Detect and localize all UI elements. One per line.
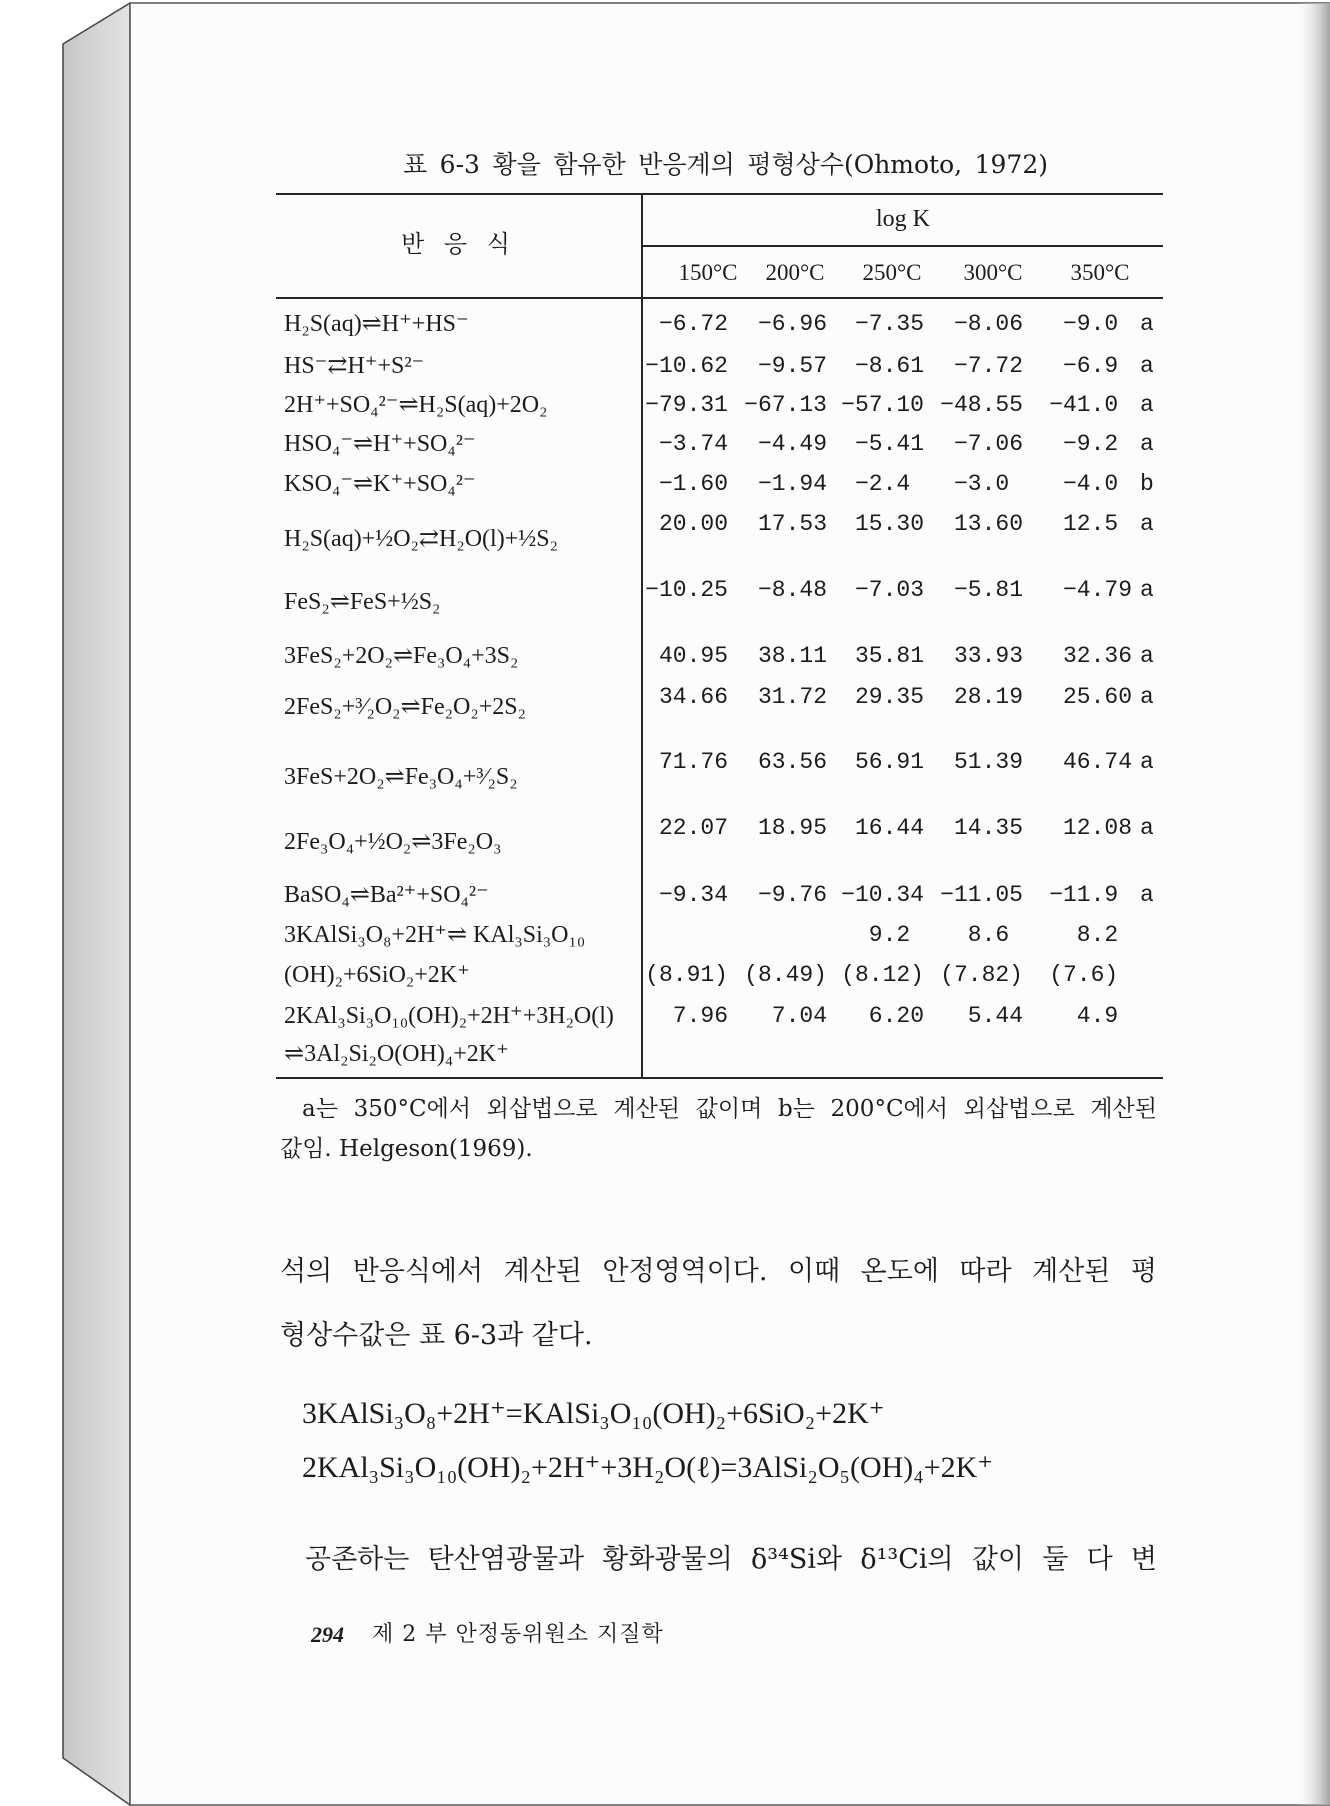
reaction-formula: HS⁻⇄H⁺+S²⁻ xyxy=(284,353,425,379)
table-header-logk: log K xyxy=(876,206,930,232)
logk-value: 25.60 xyxy=(1062,684,1132,710)
logk-value: 18.95 xyxy=(757,815,827,841)
logk-value: 32.36 xyxy=(1062,643,1132,669)
logk-value: 5.44 xyxy=(967,1003,1023,1029)
logk-value: 8.6 xyxy=(967,922,1010,948)
logk-value: −8.48 xyxy=(757,577,827,603)
logk-table xyxy=(276,193,1163,1079)
footnote-marker: a xyxy=(1140,392,1154,418)
logk-value: 51.39 xyxy=(953,749,1023,775)
table-rule-logk xyxy=(641,245,1163,247)
logk-value: 28.19 xyxy=(953,684,1023,710)
logk-value: −2.4 xyxy=(854,471,911,497)
footnote-marker: a xyxy=(1140,511,1154,537)
logk-value: −7.72 xyxy=(953,353,1023,379)
table-caption: 표 6-3 황을 함유한 반응계의 평형상수(Ohmoto, 1972) xyxy=(403,150,1048,179)
logk-value: 40.95 xyxy=(658,643,728,669)
logk-value: 22.07 xyxy=(658,815,728,841)
footnote-marker: b xyxy=(1140,471,1154,497)
logk-value: (8.49) xyxy=(744,962,827,988)
logk-value: 56.91 xyxy=(854,749,924,775)
logk-value: 34.66 xyxy=(658,684,728,710)
chemical-equation: 3KAlSi₃O₈+2H⁺=KAlSi₃O₁₀(OH)₂+6SiO₂+2K⁺ xyxy=(302,1397,885,1430)
logk-value: −8.61 xyxy=(854,353,924,379)
logk-value: 6.20 xyxy=(868,1003,924,1029)
logk-value: −1.60 xyxy=(658,471,728,497)
logk-value: 12.08 xyxy=(1062,815,1132,841)
logk-value: 33.93 xyxy=(953,643,1023,669)
logk-value: 35.81 xyxy=(854,643,924,669)
logk-value: 13.60 xyxy=(953,511,1023,537)
logk-value: −9.0 xyxy=(1062,311,1119,337)
reaction-formula: H₂S(aq)+½O₂⇄H₂O(l)+½S₂ xyxy=(284,526,558,552)
logk-value: 46.74 xyxy=(1062,749,1132,775)
logk-value: −5.41 xyxy=(854,431,924,457)
logk-value: −3.74 xyxy=(658,431,728,457)
logk-value: −10.25 xyxy=(645,577,728,603)
table-header-temperature: 200°C xyxy=(765,260,825,285)
logk-value: (7.6) xyxy=(1049,962,1119,988)
reaction-formula: 3FeS₂+2O₂⇌Fe₃O₄+3S₂ xyxy=(284,643,519,669)
logk-value: 29.35 xyxy=(854,684,924,710)
body-text-line: 공존하는 탄산염광물과 황화광물의 δ³⁴Si와 δ¹³Ci의 값이 둘 다 변 xyxy=(305,1544,1157,1575)
footnote-marker: a xyxy=(1140,815,1154,841)
footnote-marker: a xyxy=(1140,431,1154,457)
reaction-formula: H₂S(aq)⇌H⁺+HS⁻ xyxy=(284,311,469,337)
logk-value: −9.2 xyxy=(1062,431,1119,457)
logk-value: 12.5 xyxy=(1062,511,1119,537)
reaction-formula: KSO₄⁻⇌K⁺+SO₄²⁻ xyxy=(284,471,476,497)
logk-value: 31.72 xyxy=(757,684,827,710)
reaction-formula: 3FeS+2O₂⇌Fe₃O₄+³⁄₂S₂ xyxy=(284,764,518,790)
logk-value: −5.81 xyxy=(953,577,1023,603)
logk-value: −1.94 xyxy=(757,471,827,497)
logk-value: −3.0 xyxy=(953,471,1010,497)
reaction-formula: BaSO₄⇌Ba²⁺+SO₄²⁻ xyxy=(284,882,489,908)
logk-value: 7.96 xyxy=(672,1003,728,1029)
running-head: 제 2 부 안정동위원소 지질학 xyxy=(372,1622,664,1647)
reaction-formula: 3KAlSi₃O₈+2H⁺⇌ KAl₃Si₃O₁₀ xyxy=(284,922,586,948)
reaction-formula: HSO₄⁻⇌H⁺+SO₄²⁻ xyxy=(284,431,476,457)
logk-value: 20.00 xyxy=(658,511,728,537)
logk-value: −67.13 xyxy=(744,392,827,418)
logk-value: −48.55 xyxy=(940,392,1023,418)
logk-value: −4.49 xyxy=(757,431,827,457)
logk-value: 71.76 xyxy=(658,749,728,775)
footnote-marker: a xyxy=(1140,643,1154,669)
logk-value: −9.76 xyxy=(757,882,827,908)
logk-value: −10.62 xyxy=(645,353,728,379)
table-header-temperature: 250°C xyxy=(862,260,922,285)
logk-value: −11.9 xyxy=(1049,882,1119,908)
logk-value: −7.06 xyxy=(953,431,1023,457)
footnote-marker: a xyxy=(1140,882,1154,908)
logk-value: 15.30 xyxy=(854,511,924,537)
logk-value: −4.79 xyxy=(1062,577,1132,603)
reaction-formula: 2H⁺+SO₄²⁻⇌H₂S(aq)+2O₂ xyxy=(284,392,548,418)
logk-value: −4.0 xyxy=(1062,471,1119,497)
logk-value: −41.0 xyxy=(1049,392,1119,418)
reaction-formula: 2FeS₂+³⁄₂O₂⇌Fe₂O₂+2S₂ xyxy=(284,694,526,720)
body-text-line: 형상수값은 표 6-3과 같다. xyxy=(280,1320,593,1351)
logk-value: 4.9 xyxy=(1076,1003,1119,1029)
body-text-line: 석의 반응식에서 계산된 안정영역이다. 이때 온도에 따라 계산된 평 xyxy=(280,1256,1157,1287)
logk-value: 63.56 xyxy=(757,749,827,775)
footnote-marker: a xyxy=(1140,311,1154,337)
logk-value: −6.9 xyxy=(1062,353,1119,379)
logk-value: 17.53 xyxy=(757,511,827,537)
logk-value: 38.11 xyxy=(757,643,827,669)
logk-value: −6.96 xyxy=(757,311,827,337)
logk-value: 14.35 xyxy=(953,815,1023,841)
reaction-formula: 2KAl₃Si₃O₁₀(OH)₂+2H⁺+3H₂O(l) xyxy=(284,1003,614,1029)
logk-value: −6.72 xyxy=(658,311,728,337)
logk-value: −10.34 xyxy=(841,882,924,908)
reaction-formula: (OH)₂+6SiO₂+2K⁺ xyxy=(284,962,470,988)
logk-value: −9.57 xyxy=(757,353,827,379)
page-number: 294 xyxy=(311,1622,344,1647)
chemical-equation: 2KAl₃Si₃O₁₀(OH)₂+2H⁺+3H₂O(ℓ)=3AlSi₂O₅(OH)₄+2K⁺ xyxy=(302,1451,994,1484)
logk-value: 16.44 xyxy=(854,815,924,841)
table-header-temperature: 350°C xyxy=(1070,260,1130,285)
logk-value: −8.06 xyxy=(953,311,1023,337)
book-edge xyxy=(63,3,130,1805)
logk-value: (7.82) xyxy=(940,962,1023,988)
table-footnote-line: a는 350°C에서 외삽법으로 계산된 값이며 b는 200°C에서 외삽법으로 계산된 xyxy=(302,1096,1157,1122)
logk-value: (8.12) xyxy=(841,962,924,988)
footnote-marker: a xyxy=(1140,577,1154,603)
table-header-temperature: 300°C xyxy=(963,260,1023,285)
table-header-reaction: 반 응 식 xyxy=(401,230,516,258)
page-right-shadow xyxy=(1294,3,1330,1805)
reaction-formula: FeS₂⇌FeS+½S₂ xyxy=(284,589,441,615)
footnote-marker: a xyxy=(1140,353,1154,379)
logk-value: 9.2 xyxy=(868,922,911,948)
logk-value: −9.34 xyxy=(658,882,728,908)
logk-value: 7.04 xyxy=(771,1003,827,1029)
table-rule-bottom xyxy=(276,1077,1163,1079)
footnote-marker: a xyxy=(1140,749,1154,775)
reaction-formula: ⇌3Al₂Si₂O(OH)₄+2K⁺ xyxy=(284,1041,509,1067)
table-rule-top xyxy=(276,193,1163,195)
footnote-marker: a xyxy=(1140,684,1154,710)
logk-value: −7.35 xyxy=(854,311,924,337)
logk-value: −57.10 xyxy=(841,392,924,418)
reaction-formula: 2Fe₃O₄+½O₂⇌3Fe₂O₃ xyxy=(284,829,502,855)
logk-value: (8.91) xyxy=(645,962,728,988)
table-rule-header xyxy=(276,297,1163,299)
table-footnote-line: 값임. Helgeson(1969). xyxy=(280,1136,533,1162)
logk-value: −11.05 xyxy=(940,882,1023,908)
table-header-temperature: 150°C xyxy=(678,260,738,285)
logk-value: 8.2 xyxy=(1076,922,1119,948)
logk-value: −7.03 xyxy=(854,577,924,603)
logk-value: −79.31 xyxy=(645,392,728,418)
